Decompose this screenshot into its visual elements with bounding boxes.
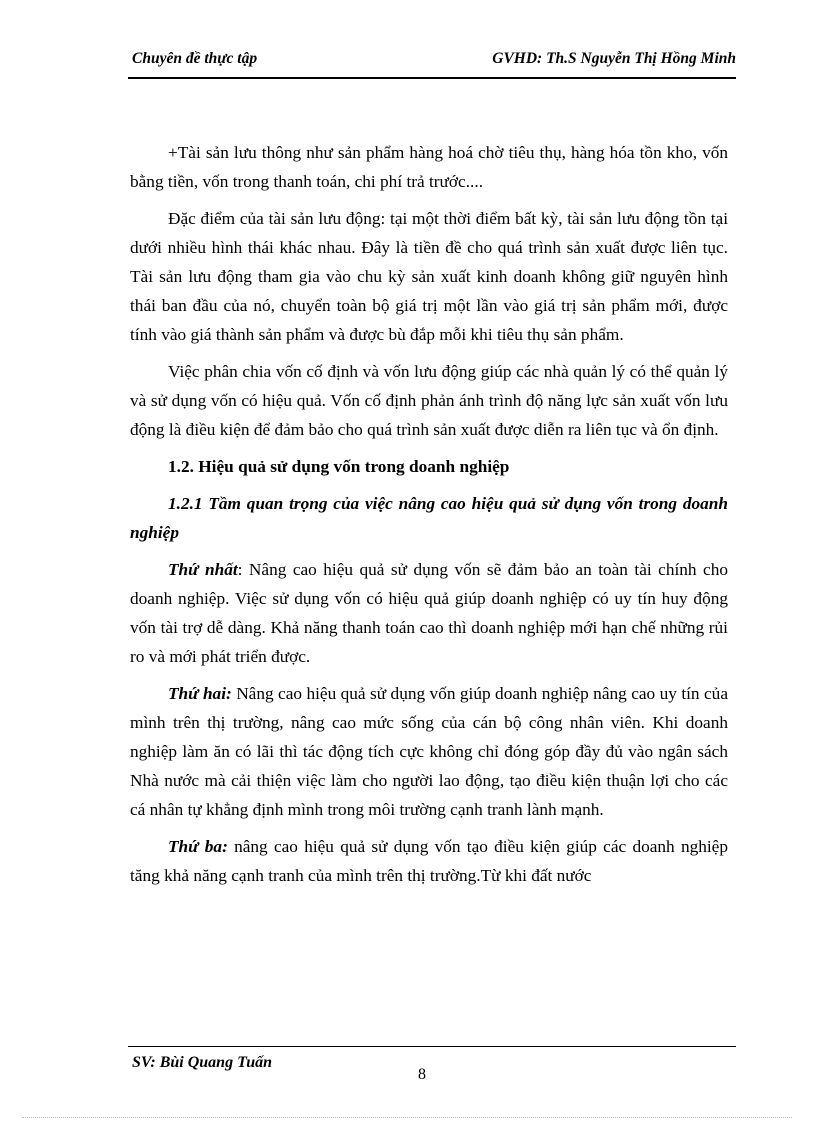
paragraph: +Tài sản lưu thông như sản phẩm hàng hoá chờ tiêu thụ, hàng hóa tồn kho, vốn bằng tiền, vốn trong thanh toán, chi phí trả trước....	[130, 143, 728, 191]
paragraph	[130, 679, 728, 824]
page-number: 8	[418, 1066, 426, 1083]
paragraph-text: Nâng cao hiệu quả sử dụng vốn giúp doanh nghiệp nâng cao uy tín của mình trên thị trường, nâng cao mức sống của cán bộ công nhân viên. Khi doanh nghiệp làm ăn có lãi thì tác động tích cực không chỉ đóng góp đầy đủ vào ngân sách Nhà nước mà cải thiện việc làm cho người lao động, tạo điều kiện thuận lợi cho các cá nhân tự khẳng định mình trong môi trường cạnh tranh lành mạnh.	[130, 684, 728, 819]
paragraph-text: : Nâng cao hiệu quả sử dụng vốn sẽ đảm bảo an toàn tài chính cho doanh nghiệp. Việc sử dụng vốn có hiệu quả giúp doanh nghiệp có uy tín huy động vốn tài trợ dễ dàng. Khả năng thanh toán cao thì doanh nghiệp mới hạn chế những rủi ro và mới phát triển được.	[130, 560, 728, 666]
lead-term: Thứ hai:	[168, 684, 232, 703]
header-right: GVHD: Th.S Nguyễn Thị Hồng Minh	[492, 50, 736, 67]
page-header	[132, 50, 736, 68]
section-heading: 1.2. Hiệu quả sử dụng vốn trong doanh nghiệp	[168, 457, 510, 476]
page-edge-divider	[22, 1117, 792, 1118]
paragraph-text: nâng cao hiệu quả sử dụng vốn tạo điều kiện giúp các doanh nghiệp tăng khả năng cạnh tranh của mình trên thị trường.Từ khi đất nước	[130, 837, 728, 885]
header-divider	[128, 77, 736, 79]
subsection-heading: 1.2.1 Tầm quan trọng của việc nâng cao hiệu quả sử dụng vốn trong doanh nghiệp	[130, 494, 728, 542]
lead-term: Thứ ba:	[168, 837, 228, 856]
lead-term: Thứ nhất	[168, 560, 238, 579]
document-body	[130, 138, 728, 898]
paragraph	[130, 555, 728, 671]
header-left: Chuyên đề thực tập	[132, 50, 258, 67]
paragraph: Đặc điểm của tài sản lưu động: tại một thời điểm bất kỳ, tài sản lưu động tồn tại dưới nhiều hình thái khác nhau. Đây là tiền đề cho quá trình sản xuất được liên tục. Tài sản lưu động tham gia vào chu kỳ sản xuất kinh doanh không giữ nguyên hình thái ban đầu của nó, chuyển toàn bộ giá trị một lần vào giá trị sản phẩm mới, được tính vào giá thành sản phẩm và được bù đắp mỗi khi tiêu thụ sản phẩm.	[130, 209, 728, 344]
footer-divider	[128, 1046, 736, 1047]
paragraph: Việc phân chia vốn cố định và vốn lưu động giúp các nhà quản lý có thể quản lý và sử dụng vốn có hiệu quả. Vốn cố định phản ánh trình độ năng lực sản xuất vốn lưu động là điều kiện để đảm bảo cho quá trình sản xuất được diễn ra liên tục và ổn định.	[130, 362, 728, 439]
footer-author: SV: Bùi Quang Tuấn	[132, 1054, 273, 1071]
paragraph	[130, 832, 728, 890]
